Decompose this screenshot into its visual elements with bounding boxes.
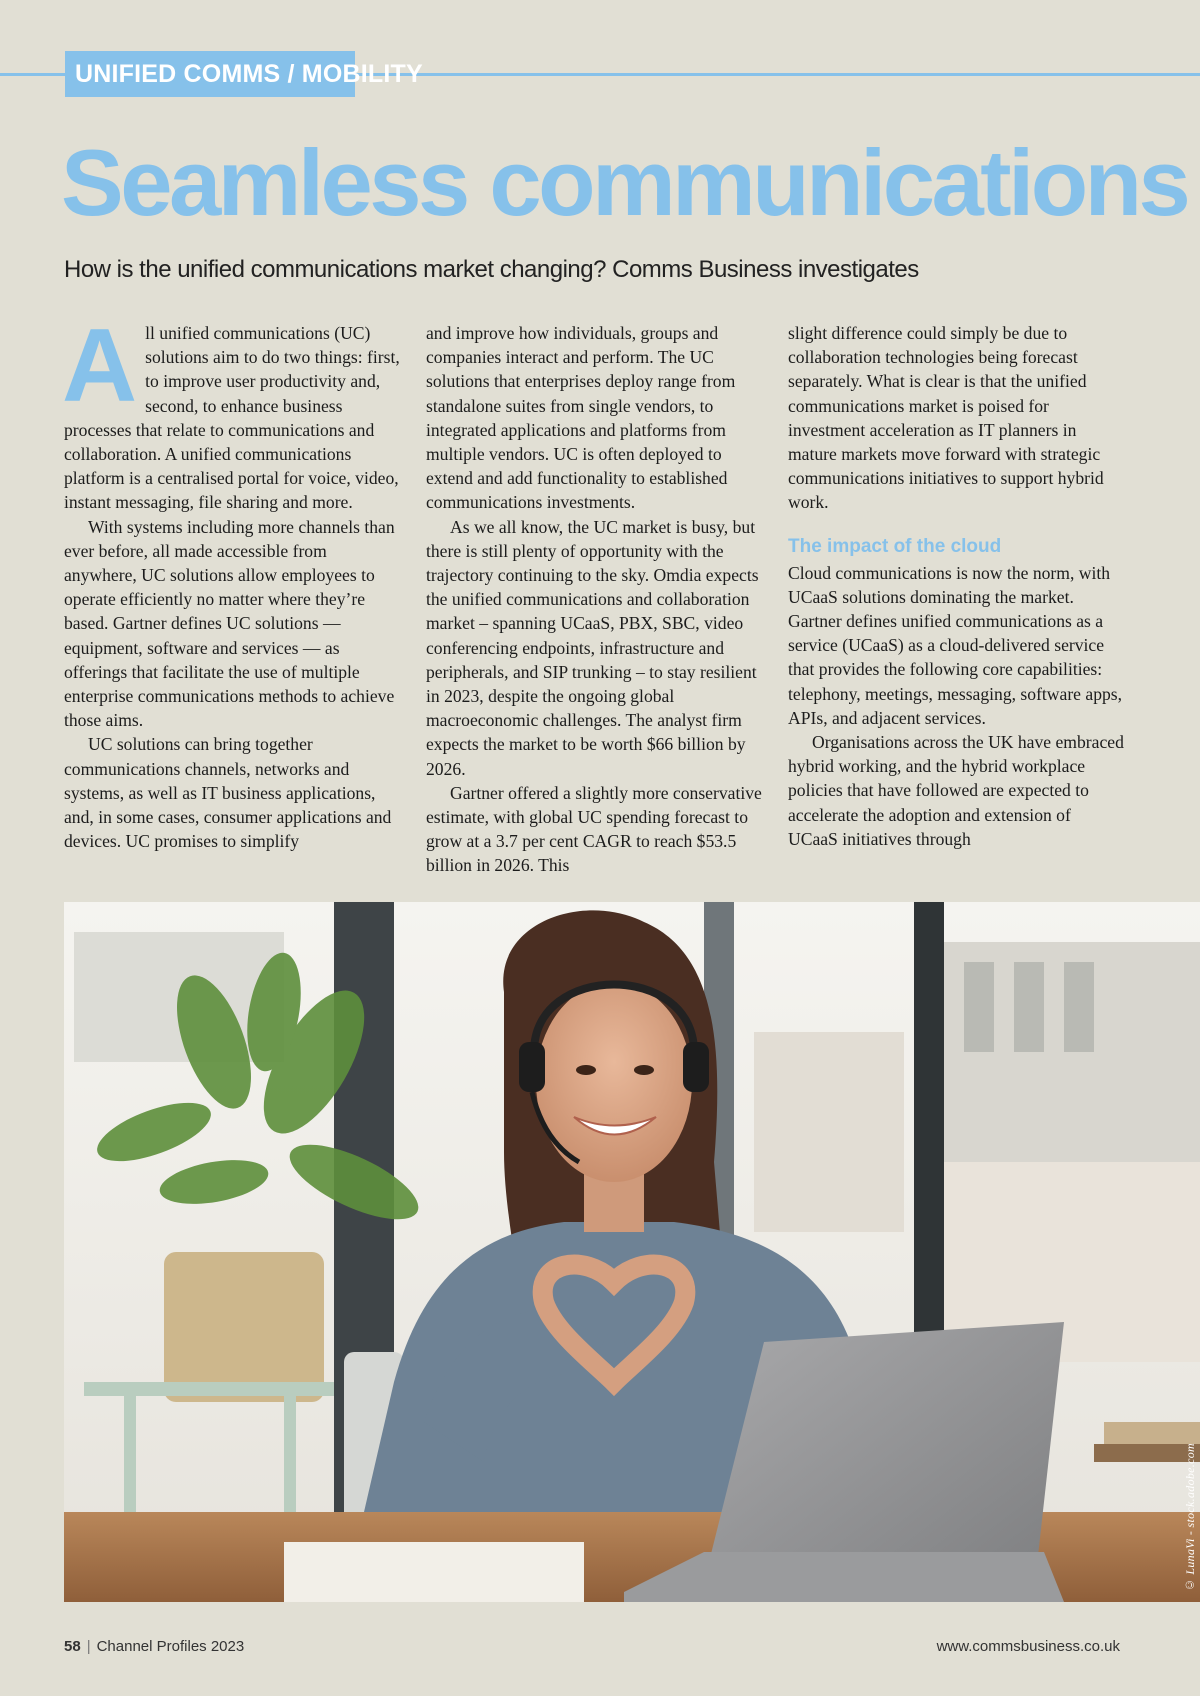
standfirst: How is the unified communications market changing? Comms Business investigates <box>64 256 919 283</box>
paragraph: and improve how individuals, groups and companies interact and perform. The UC solutions that enterprises deploy range from standalone suites from single vendors, to integrated applications and platforms from multiple vendors. UC is often deployed to extend and add functionality to established communications investments. <box>426 323 736 513</box>
paragraph: Organisations across the UK have embraced hybrid working, and the hybrid workplace policies that have followed are expected to accelerate the adoption and extension of UCaaS initiatives through <box>788 732 1124 849</box>
paragraph: slight difference could simply be due to collaboration technologies being forecast separately. What is clear is that the unified communications market is poised for investment acceleration as IT planners in mature markets move forward with strategic communications initiatives to support hybrid work. <box>788 323 1104 513</box>
photo-credit: © LunaVi - stock.adobe.com <box>1183 1442 1197 1592</box>
article-column-2 <box>426 321 762 877</box>
paragraph: Gartner offered a slightly more conservative estimate, with global UC spending forecast to grow at a 3.7 per cent CAGR to reach $53.5 billion in 2026. This <box>426 782 762 876</box>
paragraph: As we all know, the UC market is busy, but there is still plenty of opportunity with the trajectory continuing to the sky. Omdia expects the unified communications and collaboration market – spanning UCaaS, PBX, SBC, video conferencing endpoints, infrastructure and peripherals, and SIP trunking – to stay resilient in 2023, despite the ongoing global macroeconomic challenges. The analyst firm expects the market to be worth $66 billion by 2026. <box>426 516 759 779</box>
paragraph-text: ll unified communications (UC) solutions aim to do two things: first, to improve user productivity and, second, to enhance business processes that relate to communications and collaboration. A unified communications platform is a centralised portal for voice, video, instant messaging, file sharing and more. <box>64 323 400 513</box>
paragraph: UC solutions can bring together communications channels, networks and systems, as well as IT business applications, and, in some cases, consumer applications and devices. UC promises to simplify <box>64 734 392 852</box>
section-tag: UNIFIED COMMS / MOBILITY <box>65 51 355 97</box>
publication-name: Channel Profiles 2023 <box>96 1638 245 1655</box>
article-column-1 <box>62 308 400 877</box>
article-column-3 <box>788 321 1124 877</box>
paragraph: With systems including more channels than ever before, all made accessible from anywhere, UC solutions allow employees to operate efficiently no matter where they’re based. Gartner defines UC solutions — equipment, software and services — as offerings that facilitate the use of multiple enterprise communications methods to achieve those aims. <box>64 516 395 731</box>
footer-left <box>64 1638 244 1655</box>
website-url[interactable]: www.commsbusiness.co.uk <box>936 1638 1120 1655</box>
page-number: 58 <box>64 1638 81 1655</box>
drop-cap: A <box>62 308 138 424</box>
headline: Seamless communications <box>61 130 1188 235</box>
subheading: The impact of the cloud <box>788 535 1002 557</box>
paragraph: Cloud communications is now the norm, with UCaaS solutions dominating the market. Gartner defines unified communications as a service (UCaaS) as a cloud-delivered service that provides the following core capabilities: telephony, meetings, messaging, software apps, APIs, and adjacent services. <box>788 562 1123 728</box>
footer-separator: | <box>86 1638 91 1655</box>
photo-illustration <box>64 902 1200 1602</box>
article-photo <box>64 902 1200 1602</box>
paragraph <box>62 308 400 515</box>
